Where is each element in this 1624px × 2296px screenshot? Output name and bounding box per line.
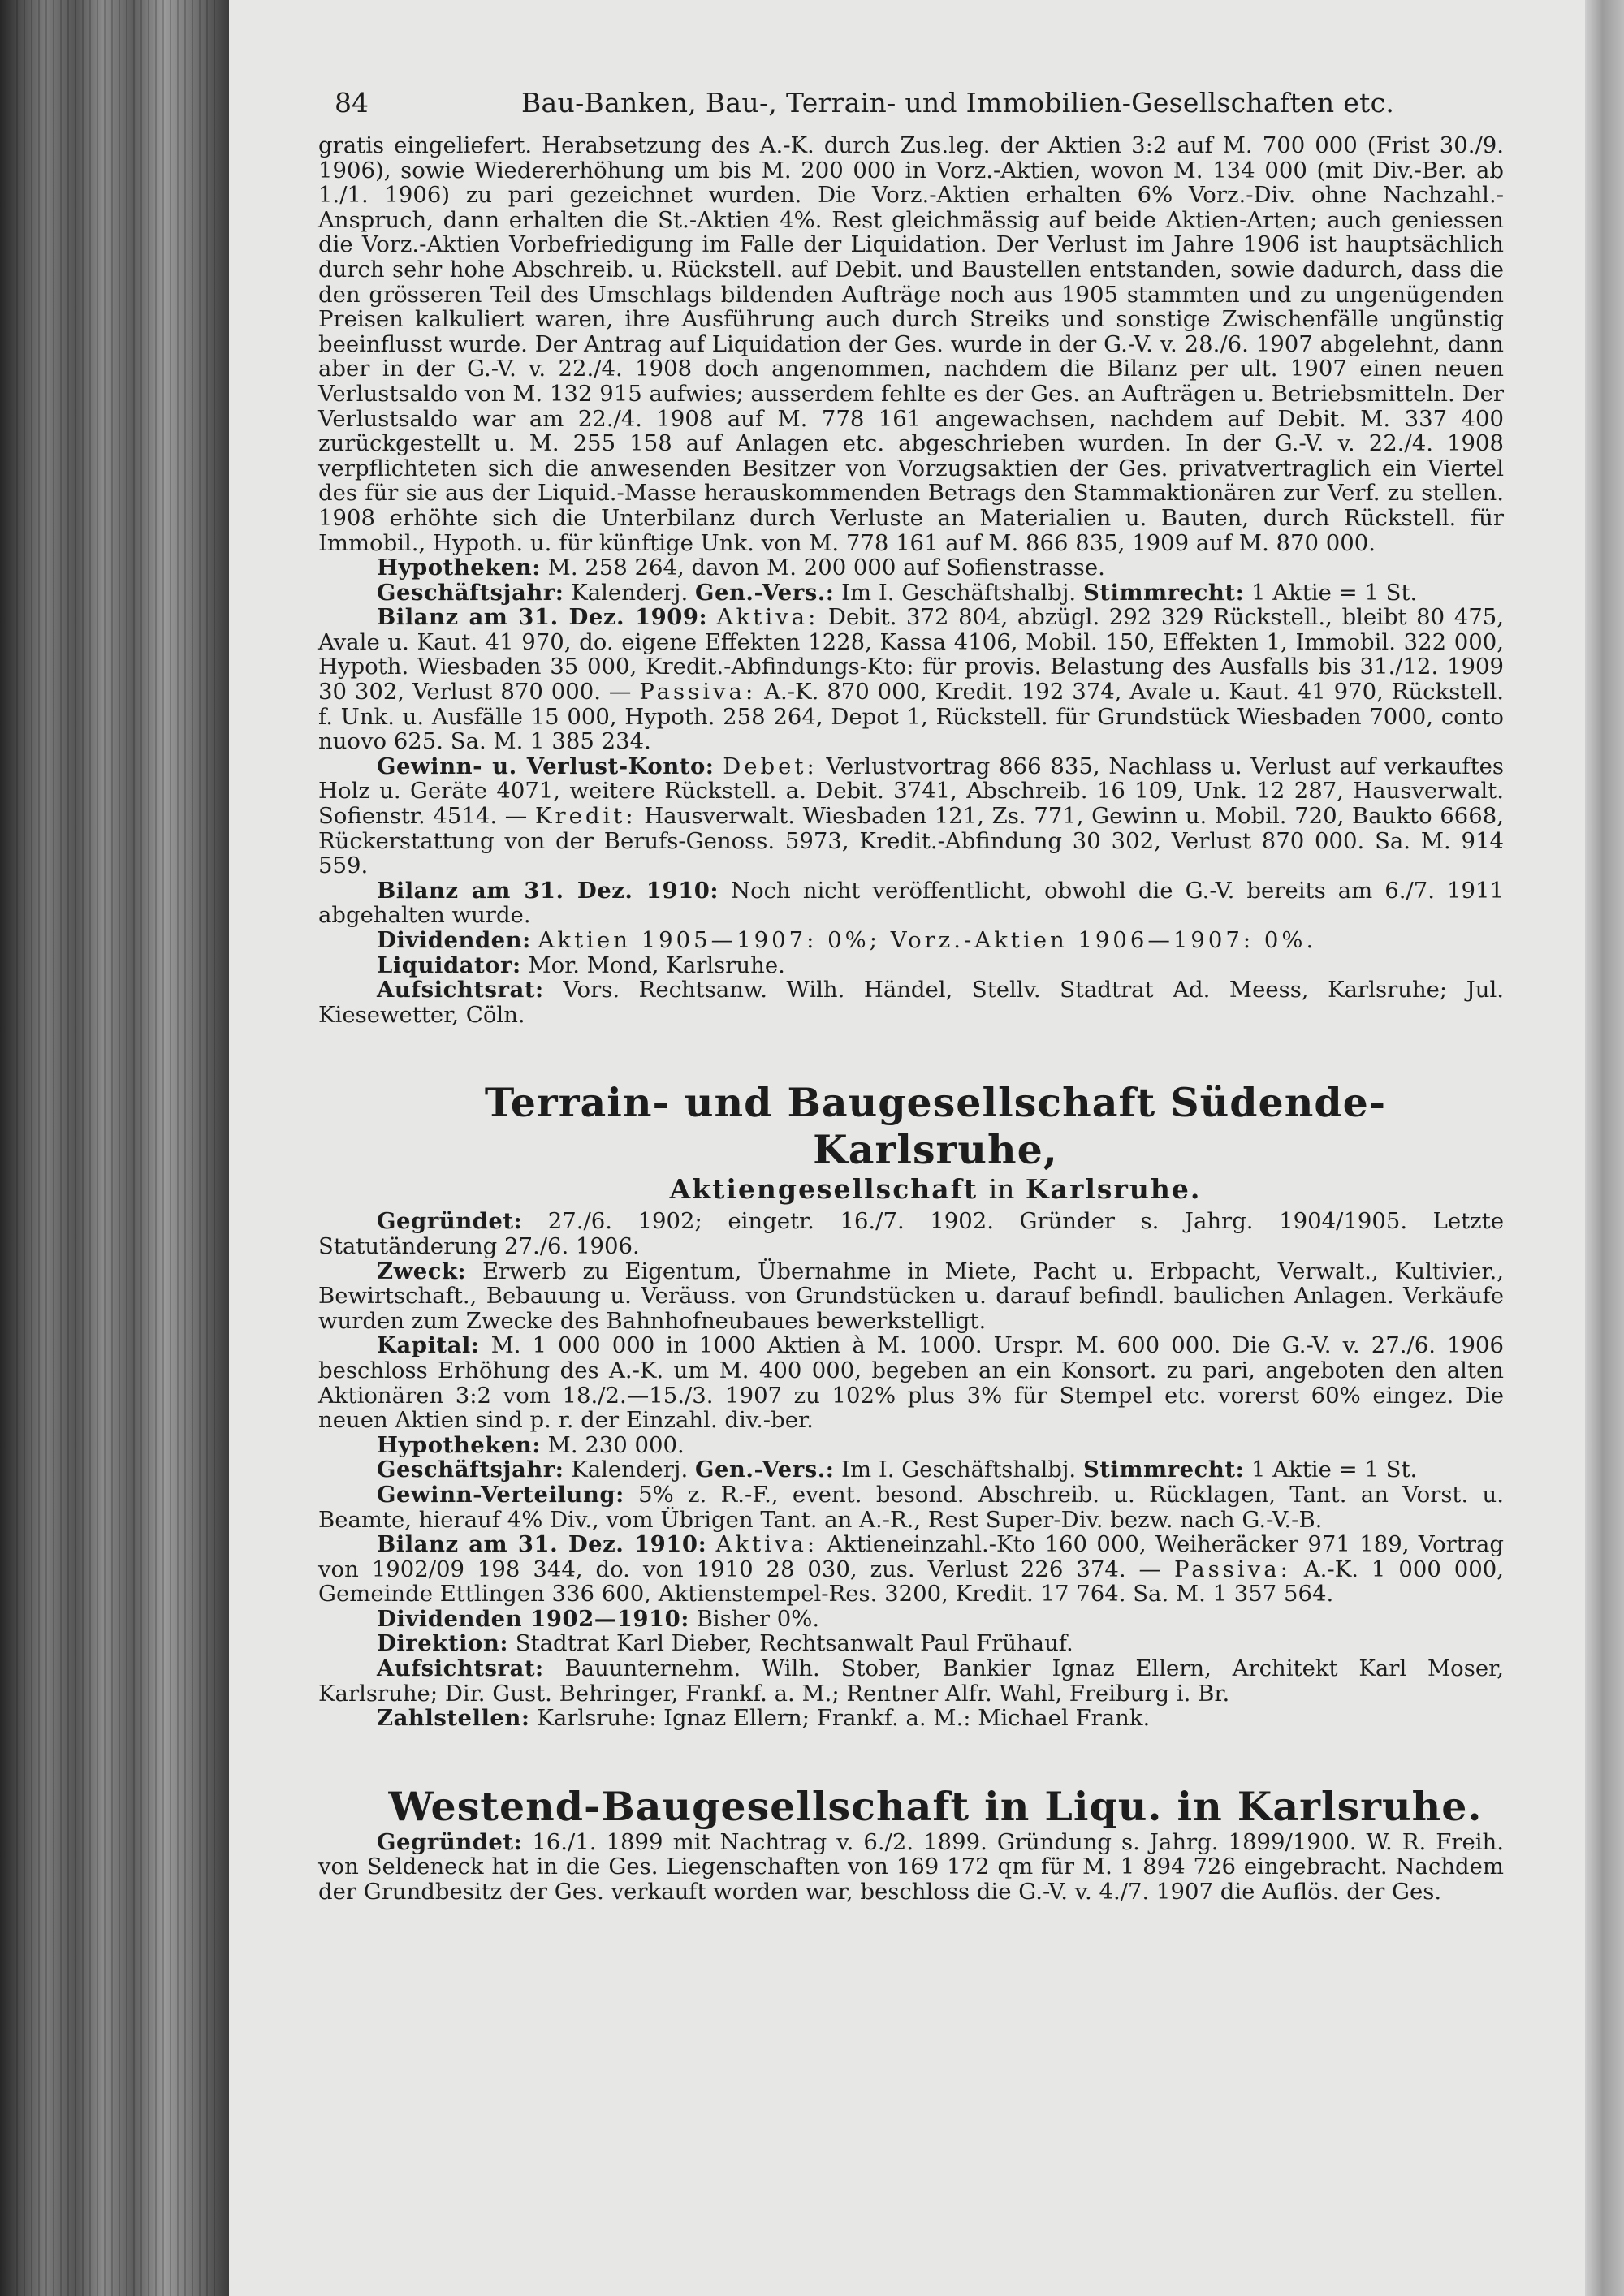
s1-gv-text: Im I. Geschäftshalbj. [841,579,1077,606]
s2-bilanz1910 [318,1532,1504,1607]
s1-dividenden [318,928,1504,953]
s1-aufsichtsrat [318,978,1504,1027]
s2-zweck-text: Erwerb zu Eigentum, Übernahme in Miete, Pacht u. Erbpacht, Verwalt., Kultivier., Bewirtschaft., Bebauung u. Veräuss. von Grundstücken u. darauf befindl. baulichen Anlagen. Verkäufe wurden zum Zwecke des Bahnhofneubaues bewerkstelligt. [318,1258,1504,1334]
s1-bilanz1909-label: Bilanz am 31. Dez. 1909: [377,604,708,631]
s1-bilanz1910-text: Noch nicht veröffentlicht, obwohl die G.-V. bereits am 6./7. 1911 abgehalten wurde. [318,877,1504,929]
s1-kredit-label: Kredit: [534,803,637,830]
s2-kapital [318,1333,1504,1432]
s2-aktiva-label: Aktiva: [715,1531,818,1558]
s2-hypotheken-label: Hypotheken: [377,1431,541,1458]
s1-gv-label: Gen.-Vers.: [694,579,835,606]
s1-aufsichtsrat-text: Vors. Rechtsanw. Wilh. Händel, Stellv. Stadtrat Ad. Meess, Karlsruhe; Jul. Kiesewetter, Cöln. [318,977,1504,1028]
s2-geschaeftsjahr [318,1457,1504,1482]
s3-gegruendet [318,1830,1504,1905]
page-number: 84 [335,87,369,119]
s1-aufsichtsrat-label: Aufsichtsrat: [377,977,544,1003]
s1-dividenden-text: Aktien 1905—1907: 0%; Vorz.-Aktien 1906—1907: 0%. [538,927,1317,953]
s1-hypotheken-text: M. 258 264, davon M. 200 000 auf Sofienstrasse. [547,555,1105,581]
s1-hypotheken [318,555,1504,580]
s2-zweck-label: Zweck: [377,1258,467,1284]
s2-direktion-text: Stadtrat Karl Dieber, Rechtsanwalt Paul Frühauf. [515,1630,1073,1657]
s2-aufsichtsrat-label: Aufsichtsrat: [377,1655,544,1682]
company-title-suedende: Terrain- und Baugesellschaft Südende-Karlsruhe, [484,1079,1387,1174]
s1-intro: gratis eingeliefert. Herabsetzung des A.-K. durch Zus.leg. der Aktien 3:2 auf M. 700 000 (Frist 30./9. 1906), sowie Wiedererhöhung um bis M. 200 000 in Vorz.-Aktien, wovon M. 134 000 (mit Div.-Ber. ab 1./1. 1906) zu pari gezeichnet wurden. Die Vorz.-Aktien erhalten 6% Vorz.-Div. ohne Nachzahl.-Anspruch, dann erhalten die St.-Aktien 4%. Rest gleichmässig auf beide Aktien-Arten; auch geniessen die Vorz.-Aktien Vorbefriedigung im Falle der Liquidation. Der Verlust im Jahre 1906 ist hauptsächlich durch sehr hohe Abschreib. u. Rückstell. auf Debit. und Baustellen entstanden, sowie dadurch, dass die den grösseren Teil des Umschlags bildenden Aufträge noch aus 1905 stammten und zu ungenügenden Preisen kalkuliert waren, ihre Ausführung auch durch Streiks und sonstige Zwischenfälle ungünstig beeinflusst wurde. Der Antrag auf Liquidation der Ges. wurde in der G.-V. v. 28./6. 1907 abgelehnt, dann aber in der G.-V. v. 22./4. 1908 doch angenommen, nachdem die Bilanz per ult. 1907 einen neuen Verlustsaldo von M. 132 915 aufwies; ausserdem fehlte es der Ges. an Aufträgen u. Betriebsmitteln. Der Verlustsaldo war am 22./4. 1908 auf M. 778 161 angewachsen, nachdem auf Debit. M. 337 400 zurückgestellt u. M. 255 158 auf Anlagen etc. abgeschrieben wurden. In der G.-V. v. 22./4. 1908 verpflichteten sich die anwesenden Besitzer von Vorzugsaktien der Ges. privatvertraglich ein Viertel des für sie aus der Liquid.-Masse herauskommenden Betrags den Stammaktionären zur Verf. zu stellen. 1908 erhöhte sich die Unterbilanz durch Verluste an Materialien u. Bauten, durch Rückstell. für Immobil., Hypoth. u. für künftige Unk. von M. 778 161 auf M. 866 835, 1909 auf M. 870 000. [318,132,1504,556]
s2-gegruendet [318,1209,1504,1258]
s1-debet-text: Verlustvortrag 866 835, Nachlass u. Verlust auf verkauftes Holz u. Geräte 4071, weitere Rückstell. a. Debit. 3741, Abschreib. 16 109, Unk. 12 287, Hausverwalt. Sofienstr. 4514. — [318,753,1505,830]
s2-passiva-text: A.-K. 1 000 000, Gemeinde Ettlingen 336 600, Aktienstempel-Res. 3200, Kredit. 17 764. Sa. M. 1 357 564. [318,1556,1504,1608]
s2-zahlstellen [318,1706,1504,1731]
s1-bilanz1910 [318,878,1504,928]
s2-hypotheken [318,1433,1504,1458]
s2-gegruendet-text: 27./6. 1902; eingetr. 16./7. 1902. Gründer s. Jahrg. 1904/1905. Letzte Statutänderung 27./6. 1906. [318,1208,1504,1259]
s2-subtitle-b: Karlsruhe. [1025,1173,1202,1206]
page-right-edge [1585,0,1624,2296]
s1-liquidator [318,953,1504,978]
s1-kredit-text: Hausverwalt. Wiesbaden 121, Zs. 771, Gewinn u. Mobil. 720, Baukto 6668, Rückerstattung von der Berufs-Genoss. 5973, Kredit.-Abfindung 30 302, Verlust 870 000. Sa. M. 914 559. [318,803,1505,879]
s2-kapital-label: Kapital: [377,1332,480,1359]
s1-stimm-label: Stimmrecht: [1082,579,1245,606]
s2-gv-verteilung-text: 5% z. R.-F., event. besond. Abschreib. u. Rücklagen, Tant. an Vorst. u. Beamte, hierauf 4% Div., vom Übrigen Tant. an A.-R., Rest Super-Div. bezw. nach G.-V.-B. [318,1481,1504,1533]
s2-gegruendet-label: Gegründet: [377,1208,523,1235]
s2-hypotheken-text: M. 230 000. [547,1431,685,1458]
s2-subtitle-a: Aktiengesellschaft [669,1173,978,1206]
page-content [318,81,1504,1905]
s3-gegruendet-label: Gegründet: [377,1828,523,1855]
s1-geschaeftsjahr [318,580,1504,606]
s2-zweck [318,1259,1504,1334]
s1-gj-text: Kalenderj. [571,579,689,606]
s2-gewinn-verteilung [318,1482,1504,1532]
s1-aktiva-text: Debit. 372 804, abzügl. 292 329 Rückstell., bleibt 80 475, Avale u. Kaut. 41 970, do. eigene Effekten 1228, Kassa 4106, Mobil. 150, Effekten 1, Immobil. 322 000, Hypoth. Wiesbaden 35 000, Kredit.-Abfindungs-Kto: für provis. Belastung des Ausfalls bis 31./12. 1909 30 302, Verlust 870 000. — [318,604,1504,706]
s1-liquidator-label: Liquidator: [377,952,521,978]
s1-passiva-label: Passiva: [639,679,757,706]
s1-stimm-text: 1 Aktie = 1 St. [1250,579,1418,606]
s2-bilanz-label: Bilanz am 31. Dez. 1910: [377,1531,707,1558]
s1-guv-label: Gewinn- u. Verlust-Konto: [377,753,715,779]
s1-dividenden-label: Dividenden: [377,927,531,953]
s2-dividenden-text: Bisher 0%. [696,1605,820,1632]
s2-gv-label: Gen.-Vers.: [694,1457,835,1483]
s2-gv-verteilung-label: Gewinn-Verteilung: [377,1481,624,1508]
s1-bilanz1909 [318,605,1504,754]
s2-kapital-text: M. 1 000 000 in 1000 Aktien à M. 1000. Urspr. M. 600 000. Die G.-V. v. 27./6. 1906 beschloss Erhöhung des A.-K. um M. 400 000, begeben an ein Konsort. zu pari, angeboten den alten Aktionären 3:2 vom 18./2.—15./3. 1907 zu 102% plus 3% für Stempel etc. vorerst 60% eingez. Die neuen Aktien sind p. r. der Einzahl. div.-ber. [318,1332,1505,1434]
s2-aktiva-text: Aktieneinzahl.-Kto 160 000, Weiheräcker 971 189, Vortrag von 1902/09 198 344, do. von 1910 28 030, zus. Verlust 226 374. — [318,1531,1504,1582]
s2-zahlstellen-text: Karlsruhe: Ignaz Ellern; Frankf. a. M.: Michael Frank. [537,1705,1151,1732]
s2-aufsichtsrat [318,1656,1504,1706]
s2-aufsichtsrat-text: Bauunternehm. Wilh. Stober, Bankier Ignaz Ellern, Architekt Karl Moser, Karlsruhe; Dir. Gust. Behringer, Frankf. a. M.; Rentner Alfr. Wahl, Freiburg i. Br. [318,1655,1504,1707]
s1-debet-label: Debet: [723,753,818,779]
s2-dividenden [318,1607,1504,1632]
s2-gj-text: Kalenderj. [571,1457,689,1483]
s1-passiva-text: A.-K. 870 000, Kredit. 192 374, Avale u. Kaut. 41 970, Rückstell. f. Unk. u. Ausfälle 15 000, Hypoth. 258 264, Depot 1, Rückstell. für Grundstück Wiesbaden 7000, conto nuovo 625. Sa. M. 1 385 234. [318,679,1505,755]
s1-gj-label: Geschäftsjahr: [377,579,564,606]
page-stack-edges [16,0,219,2296]
s2-stimm-label: Stimmrecht: [1082,1457,1245,1483]
s2-gv-text: Im I. Geschäftshalbj. [841,1457,1077,1483]
s1-hypotheken-label: Hypotheken: [377,555,541,581]
s2-subtitle-in: in [988,1173,1015,1206]
s2-direktion-label: Direktion: [377,1630,508,1657]
s2-direktion [318,1631,1504,1656]
s2-dividenden-label: Dividenden 1902—1910: [377,1605,689,1632]
s1-guv [318,754,1504,878]
s2-zahlstellen-label: Zahlstellen: [377,1705,530,1732]
s3-gegruendet-text: 16./1. 1899 mit Nachtrag v. 6./2. 1899. Gründung s. Jahrg. 1899/1900. W. R. Freih. von Seldeneck hat in die Ges. Liegenschaften von 169 172 qm für M. 1 894 726 eingebracht. Nachdem der Grundbesitz der Ges. verkauft worden war, beschloss die G.-V. v. 4./7. 1907 die Auflös. der Ges. [318,1828,1504,1905]
running-header [318,81,1504,125]
company-title-westend: Westend-Baugesellschaft in Liqu. in Karlsruhe. [388,1782,1483,1830]
s1-bilanz1910-label: Bilanz am 31. Dez. 1910: [377,877,719,904]
s2-stimm-text: 1 Aktie = 1 St. [1250,1457,1418,1483]
s1-liquidator-text: Mor. Mond, Karlsruhe. [528,952,785,978]
s2-passiva-label: Passiva: [1173,1556,1291,1582]
running-title: Bau-Banken, Bau-, Terrain- und Immobilien-Gesellschaften etc. [521,87,1395,119]
s2-gj-label: Geschäftsjahr: [377,1457,564,1483]
s1-aktiva-label: Aktiva: [716,604,819,631]
company-subtitle-suedende [367,1173,1504,1206]
